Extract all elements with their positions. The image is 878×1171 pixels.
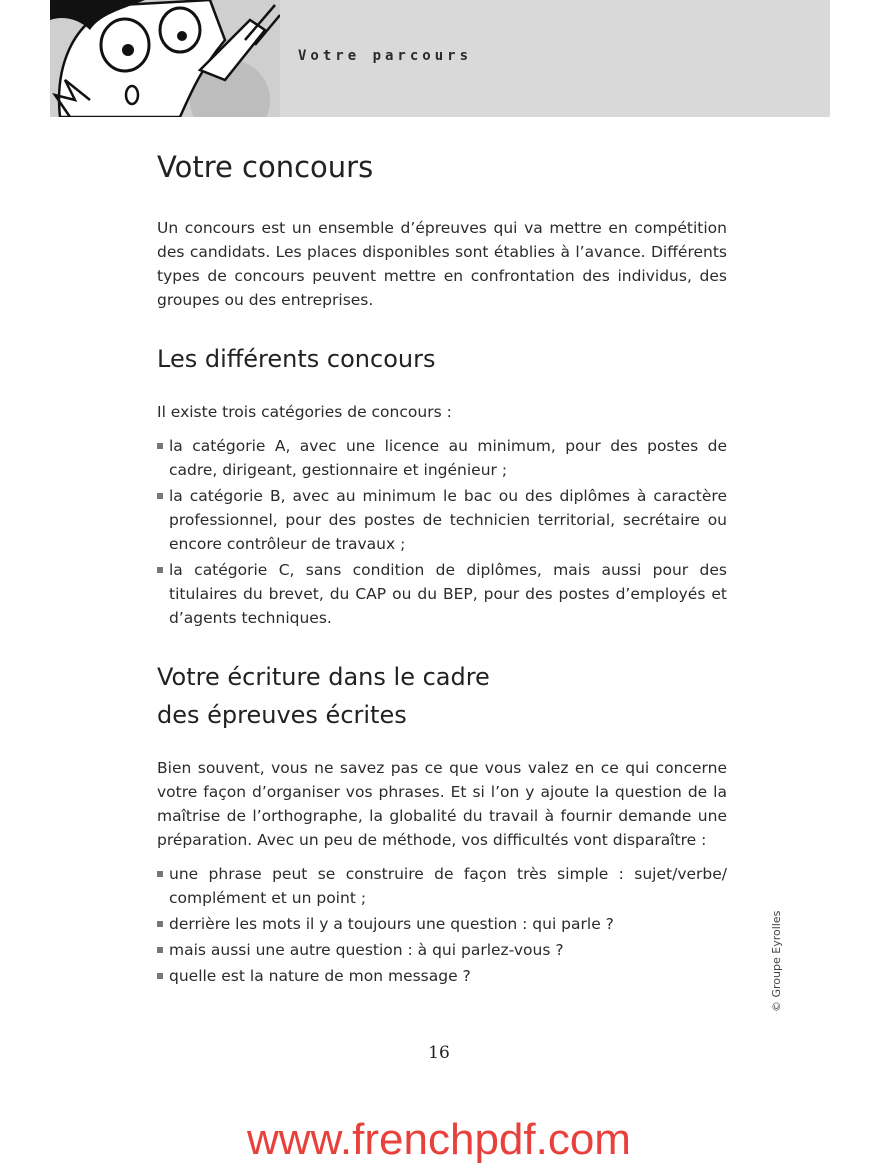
watermark-link[interactable]: www.frenchpdf.com <box>247 1115 631 1164</box>
intro-block <box>157 216 727 312</box>
square-bullet-icon <box>157 947 163 953</box>
section-label: Votre parcours <box>298 48 473 64</box>
category-list <box>157 434 727 630</box>
list-item: quelle est la nature de mon message ? <box>157 964 727 988</box>
section-lead: Bien souvent, vous ne savez pas ce que vous valez en ce qui concerne votre façon d’organiser vos phrases. Et si l’on y ajoute la question de la maîtrise de l’orthographe, la globalité du travail à fournir demande une préparation. Avec un peu de méthode, vos difficultés vont disparaître : <box>157 759 727 849</box>
list-item: derrière les mots il y a toujours une question : qui parle ? <box>157 912 727 936</box>
square-bullet-icon <box>157 973 163 979</box>
page-title: Votre concours <box>157 150 374 184</box>
list-item: la catégorie A, avec une licence au minimum, pour des postes de cadre, dirigeant, gestionnaire et ingénieur ; <box>157 434 727 482</box>
list-item: la catégorie C, sans condition de diplômes, mais aussi pour des titulaires du brevet, du CAP ou du BEP, pour des postes d’employés et d’agents techniques. <box>157 558 727 630</box>
section-heading: Les différents concours <box>157 345 436 373</box>
list-item: la catégorie B, avec au minimum le bac ou des diplômes à caractère professionnel, pour des postes de technicien territorial, secrétaire ou encore contrôleur de travaux ; <box>157 484 727 556</box>
square-bullet-icon <box>157 443 163 449</box>
intro-paragraph: Un concours est un ensemble d’épreuves qui va mettre en compétition des candidats. Les places disponibles sont établies à l’avance. Différents types de concours peuvent mettre en confrontation des individus, des groupes ou des entreprises. <box>157 219 727 309</box>
section-different-concours <box>157 340 727 632</box>
square-bullet-icon <box>157 871 163 877</box>
section-heading: Votre écriture dans le cadre des épreuves écrites <box>157 663 490 729</box>
copyright-notice: © Groupe Eyrolles <box>770 910 783 1012</box>
square-bullet-icon <box>157 921 163 927</box>
method-list <box>157 862 727 988</box>
cartoon-illustration <box>50 0 280 117</box>
square-bullet-icon <box>157 567 163 573</box>
list-item: une phrase peut se construire de façon très simple : sujet/verbe/ complément et un point ; <box>157 862 727 910</box>
section-ecriture <box>157 658 727 990</box>
list-item: mais aussi une autre question : à qui parlez-vous ? <box>157 938 727 962</box>
square-bullet-icon <box>157 493 163 499</box>
page-number: 16 <box>428 1043 450 1063</box>
section-lead: Il existe trois catégories de concours : <box>157 403 452 421</box>
